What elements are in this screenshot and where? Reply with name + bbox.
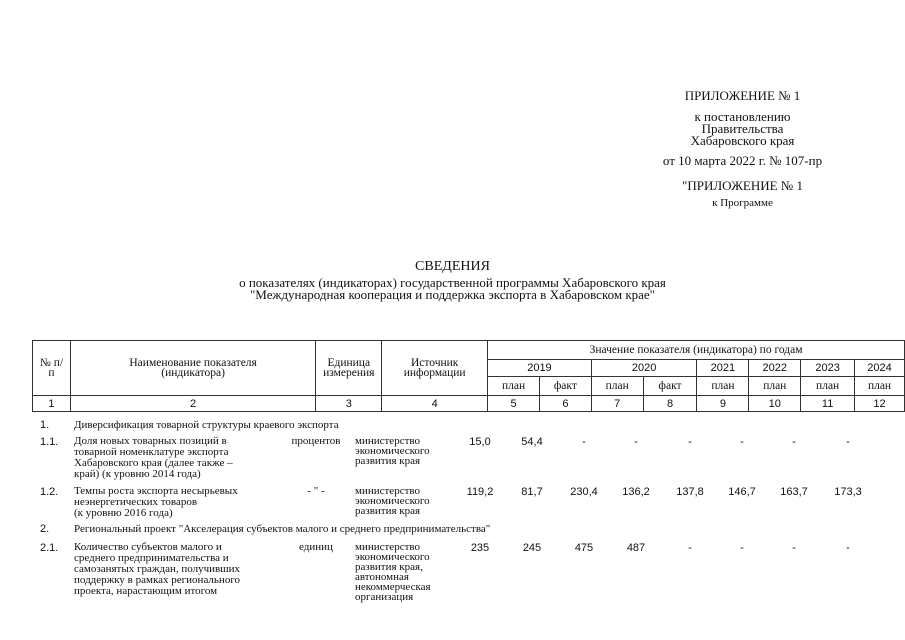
indicator-name-line: самозанятых граждан, получивших: [74, 563, 241, 575]
value-2020-fact: -: [634, 436, 638, 448]
header-col-number: 11: [801, 396, 855, 412]
section-number: 1.: [40, 419, 50, 431]
appendix-basis-line: Хабаровского края: [690, 133, 795, 148]
value-2022-plan: -: [740, 436, 744, 448]
header-num: № п/п: [33, 341, 71, 396]
document-subtitle-line: "Международная кооперация и поддержка экспорта в Хабаровском крае": [250, 287, 655, 302]
section-title: Диверсификация товарной структуры краевого экспорта: [74, 419, 339, 431]
unit: - " -: [307, 485, 325, 497]
indicator-name-line: Количество субъектов малого и: [74, 541, 222, 553]
header-col-number: 3: [316, 396, 382, 412]
header-year: 2019: [488, 360, 592, 377]
header-col-number: 8: [643, 396, 697, 412]
value-2021-plan: -: [688, 436, 692, 448]
value-2019-fact: 81,7: [521, 486, 543, 498]
indicator-name-line: поддержку в рамках регионального: [74, 574, 241, 586]
appendix-title: ПРИЛОЖЕНИЕ № 1: [684, 88, 801, 103]
header-col-number: 6: [539, 396, 591, 412]
row-number: 1.2.: [40, 486, 59, 498]
indicator-name: [74, 486, 284, 519]
indicator-name-line: (к уровню 2016 года): [74, 507, 173, 519]
source-line: министерство: [355, 435, 421, 447]
row-number: 1.1.: [40, 436, 59, 448]
header-subhead: план: [801, 377, 855, 396]
value-2021-plan: 137,8: [676, 486, 704, 498]
row-number: 2.1.: [40, 542, 59, 554]
indicator-name-line: среднего предпринимательства и: [74, 552, 229, 564]
header-col-number: 12: [855, 396, 905, 412]
source: [355, 542, 455, 602]
document-title: СВЕДЕНИЯ: [415, 259, 490, 274]
header-subhead: план: [591, 377, 643, 396]
header-col-number: 5: [488, 396, 540, 412]
header-source: Источник информации: [382, 341, 488, 396]
appendix-basis: [640, 111, 845, 147]
header-unit: Единица измерения: [316, 341, 382, 396]
header-col-number: 7: [591, 396, 643, 412]
value-2020-plan: 475: [574, 542, 594, 554]
program-appendix-sub: к Программе: [712, 197, 773, 209]
indicator-name: [74, 542, 284, 597]
indicator-name-line: проекта, нарастающим итогом: [74, 585, 218, 597]
header-values-group: Значение показателя (индикатора) по годам: [488, 341, 905, 360]
source-line: экономического: [355, 445, 430, 457]
section-title: Региональный проект "Акселерация субъектов малого и среднего предпринимательства": [74, 523, 491, 535]
header-subhead: план: [855, 377, 905, 396]
section-number: 2.: [40, 523, 50, 535]
indicator-name-line: Доля новых товарных позиций в: [74, 435, 227, 447]
source-line: автономная: [355, 571, 409, 583]
value-2024-plan: 173,3: [834, 486, 862, 498]
value-2020-fact: 136,2: [622, 486, 650, 498]
value-2019-plan: 119,2: [466, 486, 494, 498]
document-subtitle-line: о показателях (индикаторах) государственной программы Хабаровского края: [239, 275, 666, 290]
source-line: развития края: [355, 505, 421, 517]
source: [355, 436, 455, 466]
header-subhead: факт: [643, 377, 697, 396]
value-2022-plan: 146,7: [728, 486, 756, 498]
header-col-number: 2: [70, 396, 315, 412]
value-2023-plan: -: [792, 542, 796, 554]
header-subhead: план: [488, 377, 540, 396]
appendix-basis-line: Правительства: [701, 121, 784, 136]
value-2020-fact: 487: [626, 542, 646, 554]
source-line: экономического: [355, 495, 430, 507]
header-year: 2021: [697, 360, 749, 377]
value-2023-plan: -: [792, 436, 796, 448]
header-year: 2020: [591, 360, 697, 377]
source-line: организация: [355, 591, 414, 603]
header-year: 2024: [855, 360, 905, 377]
header-year: 2022: [749, 360, 801, 377]
header-subhead: факт: [539, 377, 591, 396]
value-2019-plan: 235: [470, 542, 490, 554]
value-2024-plan: -: [846, 542, 850, 554]
header-name: Наименование показателя (индикатора): [70, 341, 315, 396]
value-2020-plan: -: [582, 436, 586, 448]
unit: процентов: [291, 435, 341, 447]
unit: единиц: [299, 541, 333, 553]
indicator-name-line: Хабаровского края (далее также –: [74, 457, 233, 469]
value-2022-plan: -: [740, 542, 744, 554]
source-line: министерство: [355, 485, 421, 497]
indicator-name-line: край) (к уровню 2014 года): [74, 468, 201, 480]
value-2019-fact: 54,4: [521, 436, 543, 448]
value-2019-fact: 245: [522, 542, 542, 554]
header-col-number: 9: [697, 396, 749, 412]
value-2019-plan: 15,0: [469, 436, 491, 448]
program-appendix-title: "ПРИЛОЖЕНИЕ № 1: [682, 178, 803, 193]
value-2020-plan: 230,4: [570, 486, 598, 498]
indicator-name-line: неэнергетических товаров: [74, 496, 198, 508]
header-subhead: план: [697, 377, 749, 396]
appendix-date: от 10 марта 2022 г. № 107-пр: [662, 153, 823, 168]
value-2024-plan: -: [846, 436, 850, 448]
source-line: развития края: [355, 455, 421, 467]
source: [355, 486, 455, 516]
indicator-name-line: Темпы роста экспорта несырьевых: [74, 485, 238, 497]
header-year: 2023: [801, 360, 855, 377]
header-col-number: 10: [749, 396, 801, 412]
source-line: экономического: [355, 551, 430, 563]
header-subhead: план: [749, 377, 801, 396]
indicator-name: [74, 436, 284, 480]
value-2021-plan: -: [688, 542, 692, 554]
header-col-number: 4: [382, 396, 488, 412]
source-line: некоммерческая: [355, 581, 431, 593]
indicators-table-header: [32, 340, 905, 412]
source-line: развития края,: [355, 561, 423, 573]
indicator-name-line: товарной номенклатуре экспорта: [74, 446, 229, 458]
header-col-number: 1: [33, 396, 71, 412]
source-line: министерство: [355, 541, 421, 553]
document-subtitle: [0, 277, 905, 301]
value-2023-plan: 163,7: [780, 486, 808, 498]
appendix-basis-line: к постановлению: [694, 109, 791, 124]
